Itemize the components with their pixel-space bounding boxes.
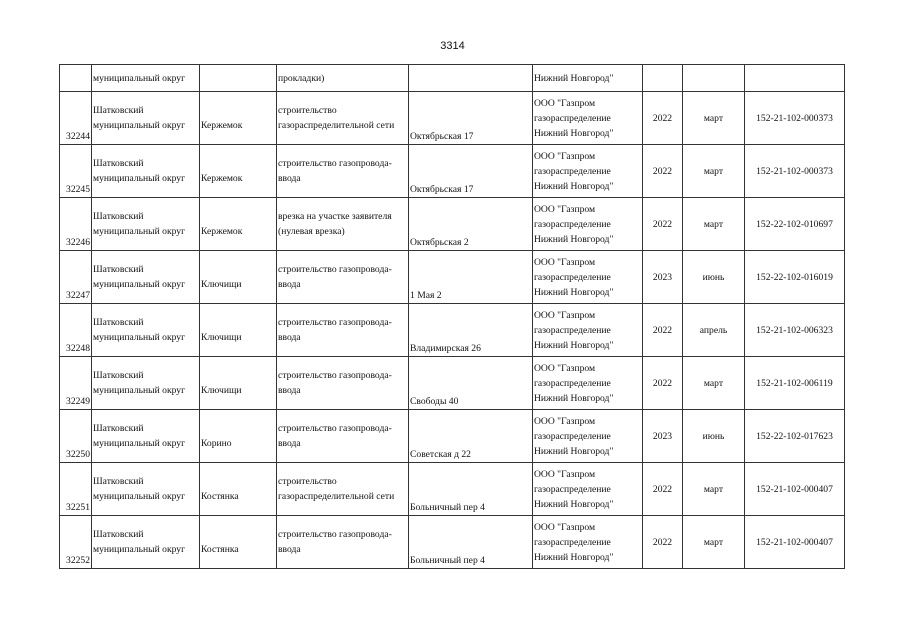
cell-org bbox=[533, 304, 643, 357]
cell-address: Октябрьская 2 bbox=[409, 198, 533, 251]
table-row bbox=[60, 463, 845, 516]
cell-month bbox=[683, 65, 745, 92]
cell-org bbox=[533, 145, 643, 198]
cell-code: 152-21-102-000407 bbox=[745, 463, 845, 516]
locality-text: Кержемок bbox=[201, 173, 243, 184]
cell-district bbox=[92, 198, 200, 251]
work-line-1: строительство газопровода- bbox=[278, 158, 392, 169]
cell-year: 2023 bbox=[643, 410, 683, 463]
cell-work bbox=[277, 516, 409, 569]
cell-month: март bbox=[683, 198, 745, 251]
page-number: 3314 bbox=[440, 40, 465, 52]
cell-year: 2022 bbox=[643, 357, 683, 410]
cell-year: 2022 bbox=[643, 145, 683, 198]
district-line-2: муниципальный округ bbox=[93, 332, 186, 343]
cell-org bbox=[533, 92, 643, 145]
district-line-1: Шатковский bbox=[93, 423, 144, 434]
work-line-2: ввода bbox=[278, 544, 301, 555]
org-line-3: Нижний Новгород" bbox=[534, 445, 614, 457]
cell-month: июнь bbox=[683, 410, 745, 463]
cell-month: март bbox=[683, 145, 745, 198]
locality-text: Ключищи bbox=[201, 279, 242, 290]
work-line-1: строительство газопровода- bbox=[278, 264, 392, 275]
work-line-2: ввода bbox=[278, 279, 301, 290]
org-line-3: Нижний Новгород" bbox=[534, 498, 614, 510]
district-line-2: муниципальный округ bbox=[93, 173, 186, 184]
cell-org bbox=[533, 410, 643, 463]
cell-num: 32244 bbox=[60, 92, 92, 145]
cell-work bbox=[277, 463, 409, 516]
cell-locality bbox=[200, 304, 277, 357]
cell-num: 32247 bbox=[60, 251, 92, 304]
cell-code: 152-21-102-000373 bbox=[745, 145, 845, 198]
cell-address bbox=[409, 65, 533, 92]
work-line-2: ввода bbox=[278, 332, 301, 343]
cell-locality bbox=[200, 516, 277, 569]
cell-code: 152-21-102-006323 bbox=[745, 304, 845, 357]
cell-address: Больничный пер 4 bbox=[409, 516, 533, 569]
cell-district bbox=[92, 410, 200, 463]
cell-locality bbox=[200, 410, 277, 463]
cell-work bbox=[277, 198, 409, 251]
org-line-2: газораспределение bbox=[534, 112, 611, 124]
continuation-row bbox=[60, 65, 845, 92]
district-line-1: Шатковский bbox=[93, 158, 144, 169]
table-row bbox=[60, 145, 845, 198]
cell-work bbox=[277, 357, 409, 410]
table-row bbox=[60, 516, 845, 569]
cell-num: 32248 bbox=[60, 304, 92, 357]
cell-year: 2022 bbox=[643, 198, 683, 251]
org-line-1: ООО "Газпром bbox=[534, 521, 596, 533]
org-line-2: газораспределение bbox=[534, 483, 611, 495]
district-line-2: муниципальный округ bbox=[93, 544, 186, 555]
cell-year: 2023 bbox=[643, 251, 683, 304]
locality-text: Ключищи bbox=[201, 332, 242, 343]
locality-text: Костянка bbox=[201, 544, 239, 555]
table-row bbox=[60, 92, 845, 145]
cell-org: Нижний Новгород" bbox=[533, 65, 643, 92]
org-line-2: газораспределение bbox=[534, 218, 611, 230]
cell-month: март bbox=[683, 92, 745, 145]
district-line-2: муниципальный округ bbox=[93, 120, 186, 131]
org-line-1: ООО "Газпром bbox=[534, 468, 596, 480]
cell-org bbox=[533, 516, 643, 569]
table-row bbox=[60, 198, 845, 251]
org-line-1: ООО "Газпром bbox=[534, 309, 596, 321]
cell-month: апрель bbox=[683, 304, 745, 357]
org-line-3: Нижний Новгород" bbox=[534, 339, 614, 351]
cell-locality bbox=[200, 463, 277, 516]
org-line-2: газораспределение bbox=[534, 430, 611, 442]
table-row bbox=[60, 251, 845, 304]
cell-num bbox=[60, 65, 92, 92]
cell-district bbox=[92, 251, 200, 304]
work-line-1: строительство газопровода- bbox=[278, 317, 392, 328]
work-line-2: ввода bbox=[278, 385, 301, 396]
district-line-2: муниципальный округ bbox=[93, 491, 186, 502]
cell-locality bbox=[200, 357, 277, 410]
org-line-1: ООО "Газпром bbox=[534, 150, 596, 162]
cell-month: март bbox=[683, 516, 745, 569]
org-line-2: газораспределение bbox=[534, 324, 611, 336]
cell-code: 152-22-102-010697 bbox=[745, 198, 845, 251]
district-line-2: муниципальный округ bbox=[93, 279, 186, 290]
cell-year: 2022 bbox=[643, 516, 683, 569]
work-line-2: (нулевая врезка) bbox=[278, 226, 345, 237]
cell-num: 32245 bbox=[60, 145, 92, 198]
cell-locality bbox=[200, 145, 277, 198]
cell-address: 1 Мая 2 bbox=[409, 251, 533, 304]
work-line-1: строительство bbox=[278, 476, 337, 487]
district-line-2: муниципальный округ bbox=[93, 438, 186, 449]
work-line-1: строительство газопровода- bbox=[278, 423, 392, 434]
table-row bbox=[60, 304, 845, 357]
org-line-2: газораспределение bbox=[534, 165, 611, 177]
locality-text: Костянка bbox=[201, 491, 239, 502]
cell-address: Октябрьская 17 bbox=[409, 145, 533, 198]
cell-code: 152-22-102-016019 bbox=[745, 251, 845, 304]
cell-month: март bbox=[683, 463, 745, 516]
cell-work bbox=[277, 304, 409, 357]
cell-work bbox=[277, 92, 409, 145]
cell-address: Больничный пер 4 bbox=[409, 463, 533, 516]
cell-org bbox=[533, 357, 643, 410]
cell-year: 2022 bbox=[643, 92, 683, 145]
org-line-2: газораспределение bbox=[534, 271, 611, 283]
district-line-1: Шатковский bbox=[93, 264, 144, 275]
cell-address: Октябрьская 17 bbox=[409, 92, 533, 145]
org-line-3: Нижний Новгород" bbox=[534, 551, 614, 563]
district-line-1: Шатковский bbox=[93, 476, 144, 487]
district-line-1: Шатковский bbox=[93, 105, 144, 116]
cell-org bbox=[533, 251, 643, 304]
work-line-2: газораспределительной сети bbox=[278, 491, 395, 502]
cell-district bbox=[92, 92, 200, 145]
cell-address: Советская д 22 bbox=[409, 410, 533, 463]
work-line-2: ввода bbox=[278, 438, 301, 449]
org-line-3: Нижний Новгород" bbox=[534, 233, 614, 245]
work-line-1: врезка на участке заявителя bbox=[278, 211, 392, 222]
cell-year bbox=[643, 65, 683, 92]
district-line-1: Шатковский bbox=[93, 370, 144, 381]
org-line-3: Нижний Новгород" bbox=[534, 286, 614, 298]
cell-locality bbox=[200, 251, 277, 304]
registry-table bbox=[59, 64, 845, 569]
cell-locality bbox=[200, 65, 277, 92]
org-line-3: Нижний Новгород" bbox=[534, 127, 614, 139]
org-line-3: Нижний Новгород" bbox=[534, 180, 614, 192]
table-row bbox=[60, 410, 845, 463]
org-line-2: газораспределение bbox=[534, 536, 611, 548]
cell-locality bbox=[200, 92, 277, 145]
cell-year: 2022 bbox=[643, 304, 683, 357]
district-line-1: Шатковский bbox=[93, 317, 144, 328]
cell-district bbox=[92, 304, 200, 357]
locality-text: Ключищи bbox=[201, 385, 242, 396]
cell-code: 152-21-102-006119 bbox=[745, 357, 845, 410]
work-line-1: строительство газопровода- bbox=[278, 529, 392, 540]
org-line-1: ООО "Газпром bbox=[534, 362, 596, 374]
work-line-2: газораспределительной сети bbox=[278, 120, 395, 131]
cell-work bbox=[277, 251, 409, 304]
district-line-1: Шатковский bbox=[93, 211, 144, 222]
cell-num: 32246 bbox=[60, 198, 92, 251]
cell-district bbox=[92, 145, 200, 198]
cell-code bbox=[745, 65, 845, 92]
cell-work bbox=[277, 145, 409, 198]
org-line-1: ООО "Газпром bbox=[534, 415, 596, 427]
cell-num: 32249 bbox=[60, 357, 92, 410]
registry-body bbox=[60, 65, 845, 569]
locality-text: Кержемок bbox=[201, 120, 243, 131]
cell-code: 152-21-102-000407 bbox=[745, 516, 845, 569]
cell-code: 152-22-102-017623 bbox=[745, 410, 845, 463]
cell-num: 32251 bbox=[60, 463, 92, 516]
cell-month: март bbox=[683, 357, 745, 410]
cell-address: Владимирская 26 bbox=[409, 304, 533, 357]
cell-district bbox=[92, 463, 200, 516]
work-line-2: ввода bbox=[278, 173, 301, 184]
cell-org bbox=[533, 463, 643, 516]
cell-month: июнь bbox=[683, 251, 745, 304]
district-line-2: муниципальный округ bbox=[93, 385, 186, 396]
cell-work bbox=[277, 410, 409, 463]
org-line-2: газораспределение bbox=[534, 377, 611, 389]
cell-code: 152-21-102-000373 bbox=[745, 92, 845, 145]
cell-num: 32250 bbox=[60, 410, 92, 463]
cell-work: прокладки) bbox=[277, 65, 409, 92]
cell-district: муниципальный округ bbox=[92, 65, 200, 92]
cell-locality bbox=[200, 198, 277, 251]
work-line-1: строительство bbox=[278, 105, 337, 116]
org-line-3: Нижний Новгород" bbox=[534, 392, 614, 404]
org-line-1: ООО "Газпром bbox=[534, 203, 596, 215]
locality-text: Кержемок bbox=[201, 226, 243, 237]
cell-num: 32252 bbox=[60, 516, 92, 569]
district-line-1: Шатковский bbox=[93, 529, 144, 540]
table-row bbox=[60, 357, 845, 410]
org-line-1: ООО "Газпром bbox=[534, 256, 596, 268]
cell-address: Свободы 40 bbox=[409, 357, 533, 410]
cell-year: 2022 bbox=[643, 463, 683, 516]
district-line-2: муниципальный округ bbox=[93, 226, 186, 237]
cell-org bbox=[533, 198, 643, 251]
work-line-1: строительство газопровода- bbox=[278, 370, 392, 381]
cell-district bbox=[92, 516, 200, 569]
locality-text: Корино bbox=[201, 438, 232, 449]
cell-district bbox=[92, 357, 200, 410]
org-line-1: ООО "Газпром bbox=[534, 97, 596, 109]
